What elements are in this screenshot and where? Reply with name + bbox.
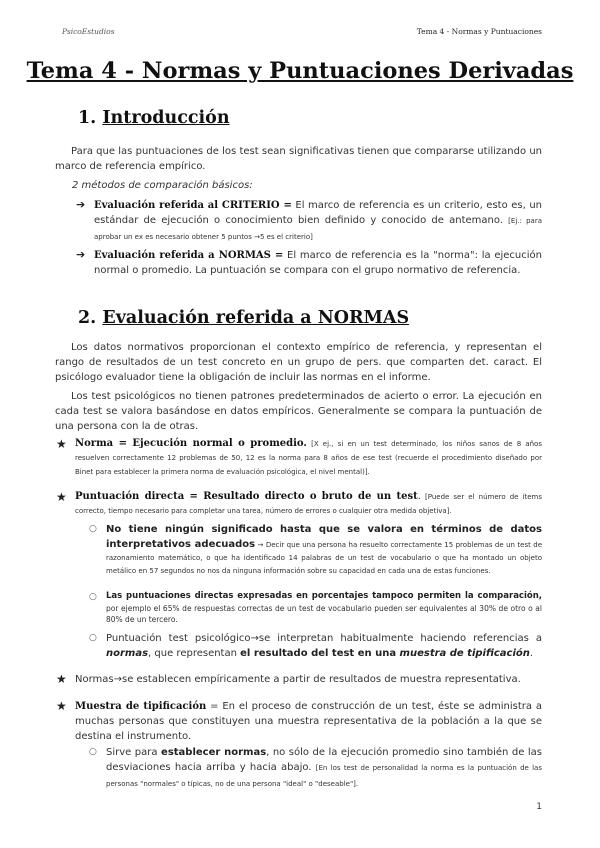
normas-paragraph-2: Los test psicológicos no tienen patrones predeterminados de acierto o error. La ejecución en cada test se valora basándose en datos empíricos. Generalmente se compara la puntuación de una persona con la de otras. bbox=[55, 391, 542, 432]
method-criterio-term: Evaluación referida al CRITERIO = bbox=[94, 200, 292, 211]
section-1-heading bbox=[78, 108, 230, 128]
star-norma-note: [X ej., si en un test determinado, los niños sanos de 8 años resuelven correctamente 12 problemas de 50, 12 es la norma para 8 años de ese test (recuerde el procedimiento diseñado por Binet para establecer la primera norma de evaluación psicológica, el nivel mental)]. bbox=[75, 440, 542, 476]
star-puntuacion-note: [Puede ser el número de ítems correcto, tiempo necesario para completar una tarea, número de errores o cualquier otra medida objetiva]. bbox=[75, 493, 542, 515]
circle-3-text-c: . bbox=[529, 648, 534, 659]
arrow-bullet-icon: ➔ bbox=[76, 248, 86, 261]
star-muestra-term: Muestra de tipificación bbox=[75, 701, 207, 712]
circle-sin-significado bbox=[106, 522, 542, 577]
page-title: Tema 4 - Normas y Puntuaciones Derivadas bbox=[26, 58, 574, 84]
methods-label: 2 métodos de comparación básicos: bbox=[72, 180, 253, 191]
circle-4-note: [En los test de personalidad la norma es la puntuación de las personas "normales" o típicas, no de una persona "ideal" o "deseable"]. bbox=[106, 764, 542, 788]
method-normas bbox=[94, 248, 542, 278]
circle-4-text-a: Sirve para bbox=[106, 747, 162, 758]
arrow-bullet-icon: ➔ bbox=[76, 198, 86, 211]
circle-1-bold: No tiene ningún significado hasta que se valora en términos de datos interpretativos adecuados bbox=[106, 524, 542, 550]
method-normas-text: El marco de referencia es la "norma": la ejecución normal o promedio. La puntuación se compara con el grupo normativo de referencia. bbox=[94, 250, 542, 276]
star-normas: Normas→se establecen empíricamente a partir de resultados de muestra representativa. bbox=[75, 674, 521, 685]
star-bullet-icon: ★ bbox=[56, 490, 67, 504]
star-bullet-icon: ★ bbox=[56, 437, 67, 451]
star-bullet-icon: ★ bbox=[56, 672, 67, 686]
star-bullet-icon: ★ bbox=[56, 699, 67, 713]
circle-interpretacion bbox=[106, 631, 542, 661]
star-puntuacion-directa bbox=[75, 490, 542, 518]
star-norma-term: Norma = Ejecución normal o promedio. bbox=[75, 438, 307, 449]
section-1-number: 1. bbox=[78, 108, 97, 128]
circle-bullet-icon: ○ bbox=[89, 633, 97, 643]
method-criterio-text: El marco de referencia es un criterio, esto es, un estándar de ejecución o conocimiento bien definido y conocido de antemano. bbox=[94, 200, 542, 226]
circle-1-note: → Decir que una persona ha resuelto correctamente 15 problemas de un test de razonamiento matemático, o que ha identificado 14 palabras de un test de vocabulario o que ha montado un objeto metálico en 57 segundos no nos da ninguna información sobre su capacidad en cada una de estas funciones. bbox=[106, 541, 542, 575]
intro-paragraph: Para que las puntuaciones de los test sean significativas tienen que compararse utilizando un marco de referencia empírico. bbox=[55, 146, 542, 172]
method-criterio bbox=[94, 198, 542, 245]
circle-3-bold-italic: muestra de tipificación bbox=[399, 648, 530, 659]
section-2-number: 2. bbox=[78, 308, 97, 328]
normas-paragraph-1: Los datos normativos proporcionan el contexto empírico de referencia, y representan el rango de resultados de un test concreto en un grupo de pers. que comparten det. caract. El psicólogo evaluador tiene la obligación de incluir las normas en el informe. bbox=[55, 342, 542, 383]
circle-3-text-a: Puntuación test psicológico→se interpretan habitualmente haciendo referencias a bbox=[106, 633, 542, 644]
circle-2-note: por ejemplo el 65% de respuestas correctas de un test de vocabulario pueden ser equivalentes al 30% de otro o al 80% de un tercero. bbox=[106, 603, 542, 624]
circle-3-bold: el resultado del test en una bbox=[240, 648, 400, 659]
circle-bullet-icon: ○ bbox=[89, 592, 97, 602]
circle-porcentajes bbox=[106, 590, 542, 626]
circle-3-italic: normas bbox=[106, 648, 149, 659]
page-number: 1 bbox=[536, 802, 542, 812]
star-puntuacion-dot: . bbox=[417, 491, 421, 502]
section-1-title: Introducción bbox=[102, 108, 230, 128]
method-normas-term: Evaluación referida a NORMAS = bbox=[94, 250, 284, 261]
circle-bullet-icon: ○ bbox=[89, 747, 97, 757]
star-puntuacion-term: Puntuación directa = Resultado directo o bruto de un test bbox=[75, 491, 418, 502]
section-2-title: Evaluación referida a NORMAS bbox=[102, 308, 410, 328]
header-left: PsicoEstudios bbox=[62, 27, 115, 36]
star-muestra-tipificacion bbox=[75, 699, 542, 744]
circle-2-bold: Las puntuaciones directas expresadas en porcentajes tampoco permiten la comparación, bbox=[106, 591, 542, 601]
header-right: Tema 4 - Normas y Puntuaciones bbox=[416, 27, 542, 36]
circle-4-text-b: , no sólo de la ejecución promedio sino también de las desviaciones hacia arriba y hacia abajo. bbox=[106, 747, 543, 773]
circle-3-text-b: , que representan bbox=[148, 648, 241, 659]
star-muestra-text: = En el proceso de construcción de un test, éste se administra a muchas personas que constituyen una muestra representativa de la población a la que se destina el instrumento. bbox=[75, 701, 542, 742]
star-norma bbox=[75, 437, 542, 479]
circle-establecer-normas bbox=[106, 745, 542, 792]
circle-4-bold: establecer normas bbox=[161, 747, 267, 758]
section-2-heading bbox=[78, 308, 409, 328]
method-criterio-note: [Ej.: para aprobar un ex es necesario obtener 5 puntos →5 es el criterio] bbox=[94, 217, 542, 241]
circle-bullet-icon: ○ bbox=[89, 524, 97, 534]
